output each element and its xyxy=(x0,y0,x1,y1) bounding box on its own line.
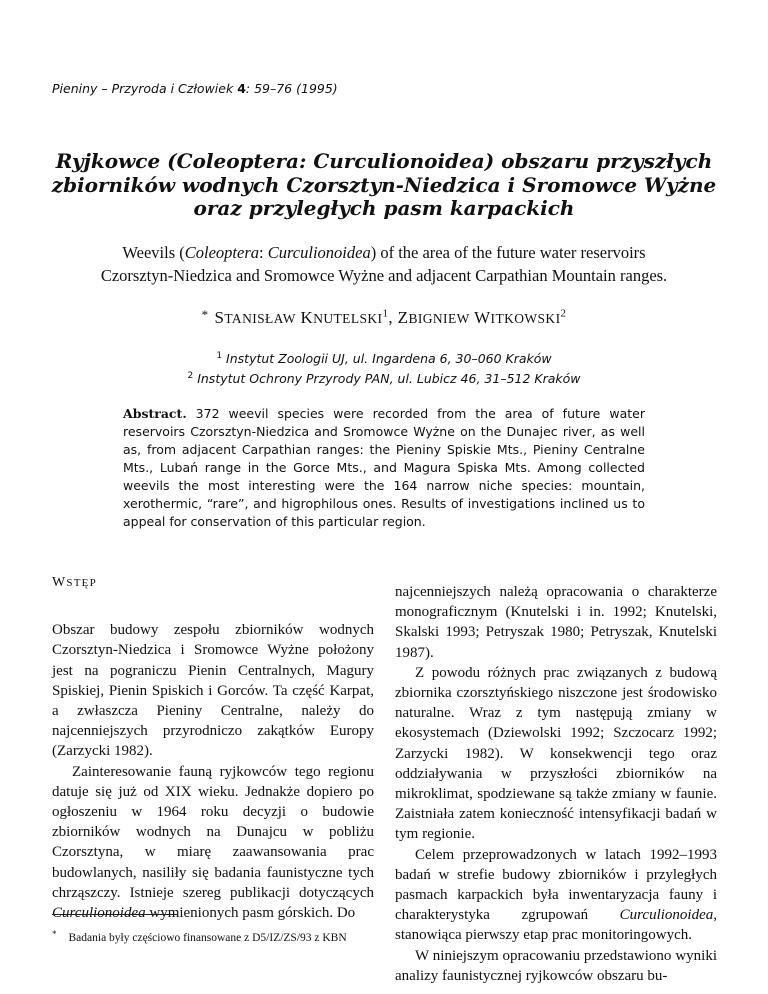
paragraph: najcenniejszych należą opracowania o charakterze monograficznym (Knutelski i in. 1992; Knutelski, Skalski 1993; Petryszak 1980; Petryszak, Knutelski 1987). xyxy=(395,584,717,661)
abstract-label: Abstract. xyxy=(123,406,187,421)
title-line: Ryjkowce (Coleoptera: Curculionoidea) obszaru przyszłych xyxy=(55,149,713,173)
paragraph: Obszar budowy zespołu zbiorników wodnych Czorsztyn-Niedzica i Sromowce Wyżne położony jest na pograniczu Pienin Centralnych, Magury Spiskiej, Pienin Spiskich i Gorców. Ta część Karpat, a zwłaszcza Pieniny Centralne, należy do najcenniejszych przyrodniczo zakątków Europy (Zarzycki 1982). xyxy=(52,622,374,760)
affiliations xyxy=(40,348,728,387)
paragraph: Celem przeprowadzonych w latach 1992–1993 badań w strefie budowy zbiorników i przyległych pasmach karpackich była inwentaryzacja fauny i charakterystyka zgrupowań Curculionoidea, stanowiąca pierwszy etap prac monitoringowych. xyxy=(395,846,717,944)
journal-name: Pieniny – Przyroda i Człowiek xyxy=(52,81,234,96)
journal-volume: 4 xyxy=(237,81,246,96)
taxon-name: Curculionoidea xyxy=(267,243,371,262)
taxon-name: Curculionoidea xyxy=(619,907,714,924)
journal-citation xyxy=(52,81,338,96)
paragraph: Z powodu różnych prac związanych z budową zbiornika czorsztyńskiego niszczone jest środowisko naturalne. Wraz z tym następują zmiany w ekosystemach (Dziewolski 1992; Szczocarz 1992; Zarzycki 1982). W konsekwencji tego oraz oddziaływania w przyszłości zbiorników na mikroklimat, spodziewane są także zmiany w faunie. Zaistniała zatem konieczność intensyfikacji badań w tym regionie. xyxy=(395,664,717,843)
affiliation: $^2$ Instytut Ochrony Przyrody PAN, ul. Lubicz 46, 31–512 Kraków xyxy=(187,370,581,386)
affiliation-ref: 2 xyxy=(560,307,567,320)
english-title-line: Czorsztyn-Niedzica and Sromowce Wyżne and adjacent Carpathian Mountain ranges. xyxy=(100,266,668,285)
affiliation-ref: 1 xyxy=(382,307,389,320)
section-heading: WSTĘP xyxy=(52,575,97,590)
paragraph: W niniejszym opracowaniu przedstawiono wyniki analizy faunistycznej ryjkowców obszaru bu- xyxy=(395,947,717,984)
taxon-name: Coleoptera xyxy=(184,243,260,262)
taxon-name: Curculionoidea xyxy=(52,905,146,922)
affiliation: $^1$ Instytut Zoologii UJ, ul. Ingardena 6, 30–060 Kraków xyxy=(216,351,552,367)
abstract-text: 372 weevil species were recorded from the area of future water reservoirs Czorsztyn-Niedzica and Sromowce Wyżne on the Dunajec river, as well as, from adjacent Carpathian ranges: the Pieniny Spiskie Mts., Pieniny Centralne Mts., Lubań range in the Gorce Mts., and Magura Spiska Mts. Among collected weevils the most interesting were the 164 narrow niche species: mountain, xerothermic, “rare”, and higrophilous ones. Results of investigations inclined us to appeal for conservation of this particular region. xyxy=(123,406,645,529)
journal-pages-year: : 59–76 (1995) xyxy=(245,81,338,96)
paper-title-polish xyxy=(40,150,728,221)
paper-title-english xyxy=(40,241,728,287)
english-title-line: Weevils (Coleoptera: Curculionoidea) of the area of the future water reservoirs xyxy=(122,243,646,262)
abstract xyxy=(123,405,645,531)
footnote-text: Badania były częściowo finansowane z D5/IZ/ZS/93 z KBN xyxy=(68,932,347,944)
footnote-marker: * xyxy=(201,307,209,322)
right-column xyxy=(395,582,717,986)
paragraph: Zainteresowanie fauną ryjkowców tego regionu datuje się już od XIX wieku. Jednakże dopiero po ogłoszeniu w 1964 roku decyzji o budowie zbiorników wodnych na Dunajcu w pobliżu Czorsztyna, w miarę zaawansowania prac budowlanych, nasiliły się badania faunistyczne tych chrząszczy. Istnieje szereg publikacji dotyczących Curculionoidea wymienionych pasm górskich. Do xyxy=(52,763,374,922)
left-column xyxy=(52,573,374,923)
footnote xyxy=(52,927,382,946)
title-line: oraz przyległych pasm karpackich xyxy=(193,196,575,220)
authors: * STANISŁAW KNUTELSKI$^1$, ZBIGNIEW WITKOWSKI$^2$ xyxy=(201,307,567,327)
footnote-marker: * xyxy=(52,929,57,939)
footnote-divider xyxy=(52,914,177,915)
title-line: zbiorników wodnych Czorsztyn-Niedzica i Sromowce Wyżne xyxy=(51,172,717,197)
